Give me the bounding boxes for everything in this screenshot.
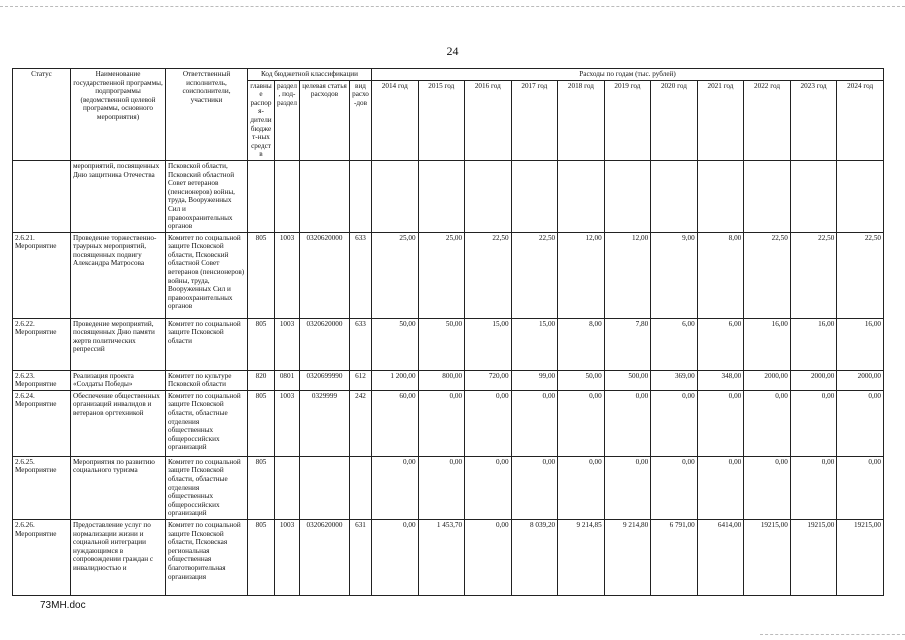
cell-value: 9 214,85 (558, 520, 605, 596)
header-year: 2021 год (697, 80, 744, 160)
cell-razdel: 1003 (275, 520, 300, 596)
cell-executor: Комитет по социальной защите Псковской области, областные отделения общественных общероссийских организаций (166, 456, 248, 519)
cell-value: 50,00 (558, 370, 605, 390)
cell-value: 19215,00 (837, 520, 884, 596)
cell-executor: Комитет по социальной защите Псковской области, Псковский областной Совет ветеранов (пенсионеров) войны, труда, Вооруженных Сил и правоохранительных органов (166, 232, 248, 318)
cell-status: 2.6.25. Мероприятие (13, 456, 71, 519)
cell-value: 2000,00 (744, 370, 791, 390)
cell-value (558, 160, 605, 232)
cell-value: 1 200,00 (372, 370, 419, 390)
cell-value: 12,00 (604, 232, 651, 318)
cell-value: 0,00 (372, 456, 419, 519)
cell-value: 500,00 (604, 370, 651, 390)
cell-value (697, 160, 744, 232)
table-row (13, 160, 884, 232)
cell-vid: 612 (350, 370, 372, 390)
cell-value: 348,00 (697, 370, 744, 390)
cell-value: 25,00 (418, 232, 465, 318)
cell-status: 2.6.24. Мероприятие (13, 390, 71, 456)
cell-name: Проведение мероприятий, посвященных Дню памяти жертв политических репрессий (71, 318, 166, 370)
header-executor: Ответственный исполнитель, соисполнители, участники (166, 69, 248, 161)
cell-value: 0,00 (465, 456, 512, 519)
scan-edge-bottom (760, 634, 905, 636)
cell-value: 6 791,00 (651, 520, 698, 596)
cell-vid: 633 (350, 232, 372, 318)
cell-value: 0,00 (465, 520, 512, 596)
cell-value (604, 160, 651, 232)
cell-value: 0,00 (651, 456, 698, 519)
cell-value: 0,00 (837, 456, 884, 519)
header-year: 2015 год (418, 80, 465, 160)
cell-value: 0,00 (790, 390, 837, 456)
header-year: 2016 год (465, 80, 512, 160)
cell-value: 0,00 (558, 390, 605, 456)
cell-value: 0,00 (790, 456, 837, 519)
header-vid: вид расхо-дов (350, 80, 372, 160)
cell-target: 0320620000 (300, 318, 350, 370)
cell-value: 0,00 (511, 390, 558, 456)
cell-target: 0320620000 (300, 232, 350, 318)
cell-grbs: 805 (248, 318, 275, 370)
cell-executor: Комитет по социальной защите Псковской области, областные отделения общественных общероссийских организаций (166, 390, 248, 456)
cell-executor: Комитет по социальной защите Псковской области (166, 318, 248, 370)
table-row (13, 318, 884, 370)
cell-value: 2000,00 (837, 370, 884, 390)
header-year: 2018 год (558, 80, 605, 160)
cell-executor: Псковской области, Псковский областной Совет ветеранов (пенсионеров) войны, труда, Вооруженных Сил и правоохранительных органов (166, 160, 248, 232)
cell-value: 0,00 (604, 456, 651, 519)
cell-value (465, 160, 512, 232)
cell-value: 8,00 (558, 318, 605, 370)
cell-razdel: 1003 (275, 390, 300, 456)
cell-status: 2.6.26. Мероприятие (13, 520, 71, 596)
header-year: 2020 год (651, 80, 698, 160)
cell-value: 0,00 (418, 456, 465, 519)
cell-status: 2.6.23. Мероприятие (13, 370, 71, 390)
cell-value (790, 160, 837, 232)
cell-vid: 242 (350, 390, 372, 456)
cell-value: 22,50 (744, 232, 791, 318)
cell-value: 0,00 (744, 390, 791, 456)
footer-filename: 73МН.doc (40, 600, 86, 611)
header-razdel: раздел, под-раздел (275, 80, 300, 160)
cell-value: 22,50 (511, 232, 558, 318)
cell-vid (350, 456, 372, 519)
cell-value (651, 160, 698, 232)
cell-value: 800,00 (418, 370, 465, 390)
header-year: 2019 год (604, 80, 651, 160)
cell-value: 720,00 (465, 370, 512, 390)
cell-target (300, 456, 350, 519)
cell-razdel (275, 160, 300, 232)
cell-value: 8 039,20 (511, 520, 558, 596)
cell-name: Предоставление услуг по нормализации жизни и социальной интеграции нуждающимся в сопровождении граждан с инвалидностью и (71, 520, 166, 596)
cell-value: 0,00 (697, 390, 744, 456)
cell-status: 2.6.21. Мероприятие (13, 232, 71, 318)
cell-value: 2000,00 (790, 370, 837, 390)
cell-name: Обеспечение общественных организаций инвалидов и ветеранов оргтехникой (71, 390, 166, 456)
cell-value: 22,50 (790, 232, 837, 318)
table-row (13, 456, 884, 519)
cell-vid: 633 (350, 318, 372, 370)
cell-value: 0,00 (418, 390, 465, 456)
cell-grbs: 805 (248, 232, 275, 318)
cell-razdel: 0801 (275, 370, 300, 390)
table-row (13, 390, 884, 456)
cell-value (837, 160, 884, 232)
cell-value: 99,00 (511, 370, 558, 390)
cell-value: 0,00 (465, 390, 512, 456)
cell-grbs: 820 (248, 370, 275, 390)
budget-table (12, 68, 884, 596)
cell-value: 6414,00 (697, 520, 744, 596)
cell-razdel (275, 456, 300, 519)
cell-status (13, 160, 71, 232)
cell-target: 0320620000 (300, 520, 350, 596)
cell-name: Мероприятия по развитию социального туризма (71, 456, 166, 519)
cell-target: 0320699990 (300, 370, 350, 390)
cell-value: 22,50 (837, 232, 884, 318)
cell-value (372, 160, 419, 232)
cell-value: 0,00 (604, 390, 651, 456)
cell-value: 25,00 (372, 232, 419, 318)
cell-value (418, 160, 465, 232)
cell-value: 19215,00 (744, 520, 791, 596)
cell-value: 0,00 (511, 456, 558, 519)
header-year: 2014 год (372, 80, 419, 160)
cell-value: 0,00 (744, 456, 791, 519)
page-number: 24 (446, 44, 459, 58)
cell-value: 0,00 (837, 390, 884, 456)
cell-target (300, 160, 350, 232)
cell-value: 22,50 (465, 232, 512, 318)
cell-vid (350, 160, 372, 232)
cell-value: 6,00 (697, 318, 744, 370)
cell-target: 0329999 (300, 390, 350, 456)
cell-value: 16,00 (837, 318, 884, 370)
cell-value: 16,00 (744, 318, 791, 370)
cell-name: мероприятий, посвященных Дню защитника Отечества (71, 160, 166, 232)
cell-value: 8,00 (697, 232, 744, 318)
cell-value: 12,00 (558, 232, 605, 318)
cell-razdel: 1003 (275, 232, 300, 318)
cell-value: 50,00 (372, 318, 419, 370)
header-grbs: главные распоря-дители бюджет-ных средств (248, 80, 275, 160)
cell-value: 7,80 (604, 318, 651, 370)
header-name: Наименование государственной программы, подпрограммы (ведомственной целевой программы, основного мероприятия) (71, 69, 166, 161)
cell-value: 6,00 (651, 318, 698, 370)
cell-value: 9 214,80 (604, 520, 651, 596)
cell-value: 1 453,70 (418, 520, 465, 596)
cell-status: 2.6.22. Мероприятие (13, 318, 71, 370)
cell-executor: Комитет по социальной защите Псковской области, Псковская региональная общественная благотворительная организация (166, 520, 248, 596)
cell-name: Проведение торжественно-траурных мероприятий, посвященных подвигу Александра Матросова (71, 232, 166, 318)
cell-value (744, 160, 791, 232)
cell-grbs: 805 (248, 456, 275, 519)
header-row-1 (13, 69, 884, 81)
cell-value: 60,00 (372, 390, 419, 456)
header-status: Статус (13, 69, 71, 161)
table-row (13, 520, 884, 596)
cell-value: 19215,00 (790, 520, 837, 596)
table-row (13, 232, 884, 318)
cell-name: Реализация проекта «Солдаты Победы» (71, 370, 166, 390)
cell-value: 0,00 (697, 456, 744, 519)
cell-value: 15,00 (511, 318, 558, 370)
header-year: 2024 год (837, 80, 884, 160)
cell-value: 50,00 (418, 318, 465, 370)
cell-value: 369,00 (651, 370, 698, 390)
header-year: 2023 год (790, 80, 837, 160)
header-year: 2017 год (511, 80, 558, 160)
cell-executor: Комитет по культуре Псковской области (166, 370, 248, 390)
cell-value: 0,00 (372, 520, 419, 596)
cell-razdel: 1003 (275, 318, 300, 370)
cell-value: 16,00 (790, 318, 837, 370)
cell-value: 9,00 (651, 232, 698, 318)
cell-value: 0,00 (651, 390, 698, 456)
cell-value: 0,00 (558, 456, 605, 519)
table-row (13, 370, 884, 390)
header-budget-code: Код бюджетной классификации (248, 69, 372, 81)
header-expenses: Расходы по годам (тыс. рублей) (372, 69, 884, 81)
cell-value (511, 160, 558, 232)
cell-value: 15,00 (465, 318, 512, 370)
header-target: целевая статья расходов (300, 80, 350, 160)
scan-edge-top (0, 6, 905, 8)
cell-grbs: 805 (248, 390, 275, 456)
cell-grbs (248, 160, 275, 232)
cell-vid: 631 (350, 520, 372, 596)
header-year: 2022 год (744, 80, 791, 160)
cell-grbs: 805 (248, 520, 275, 596)
